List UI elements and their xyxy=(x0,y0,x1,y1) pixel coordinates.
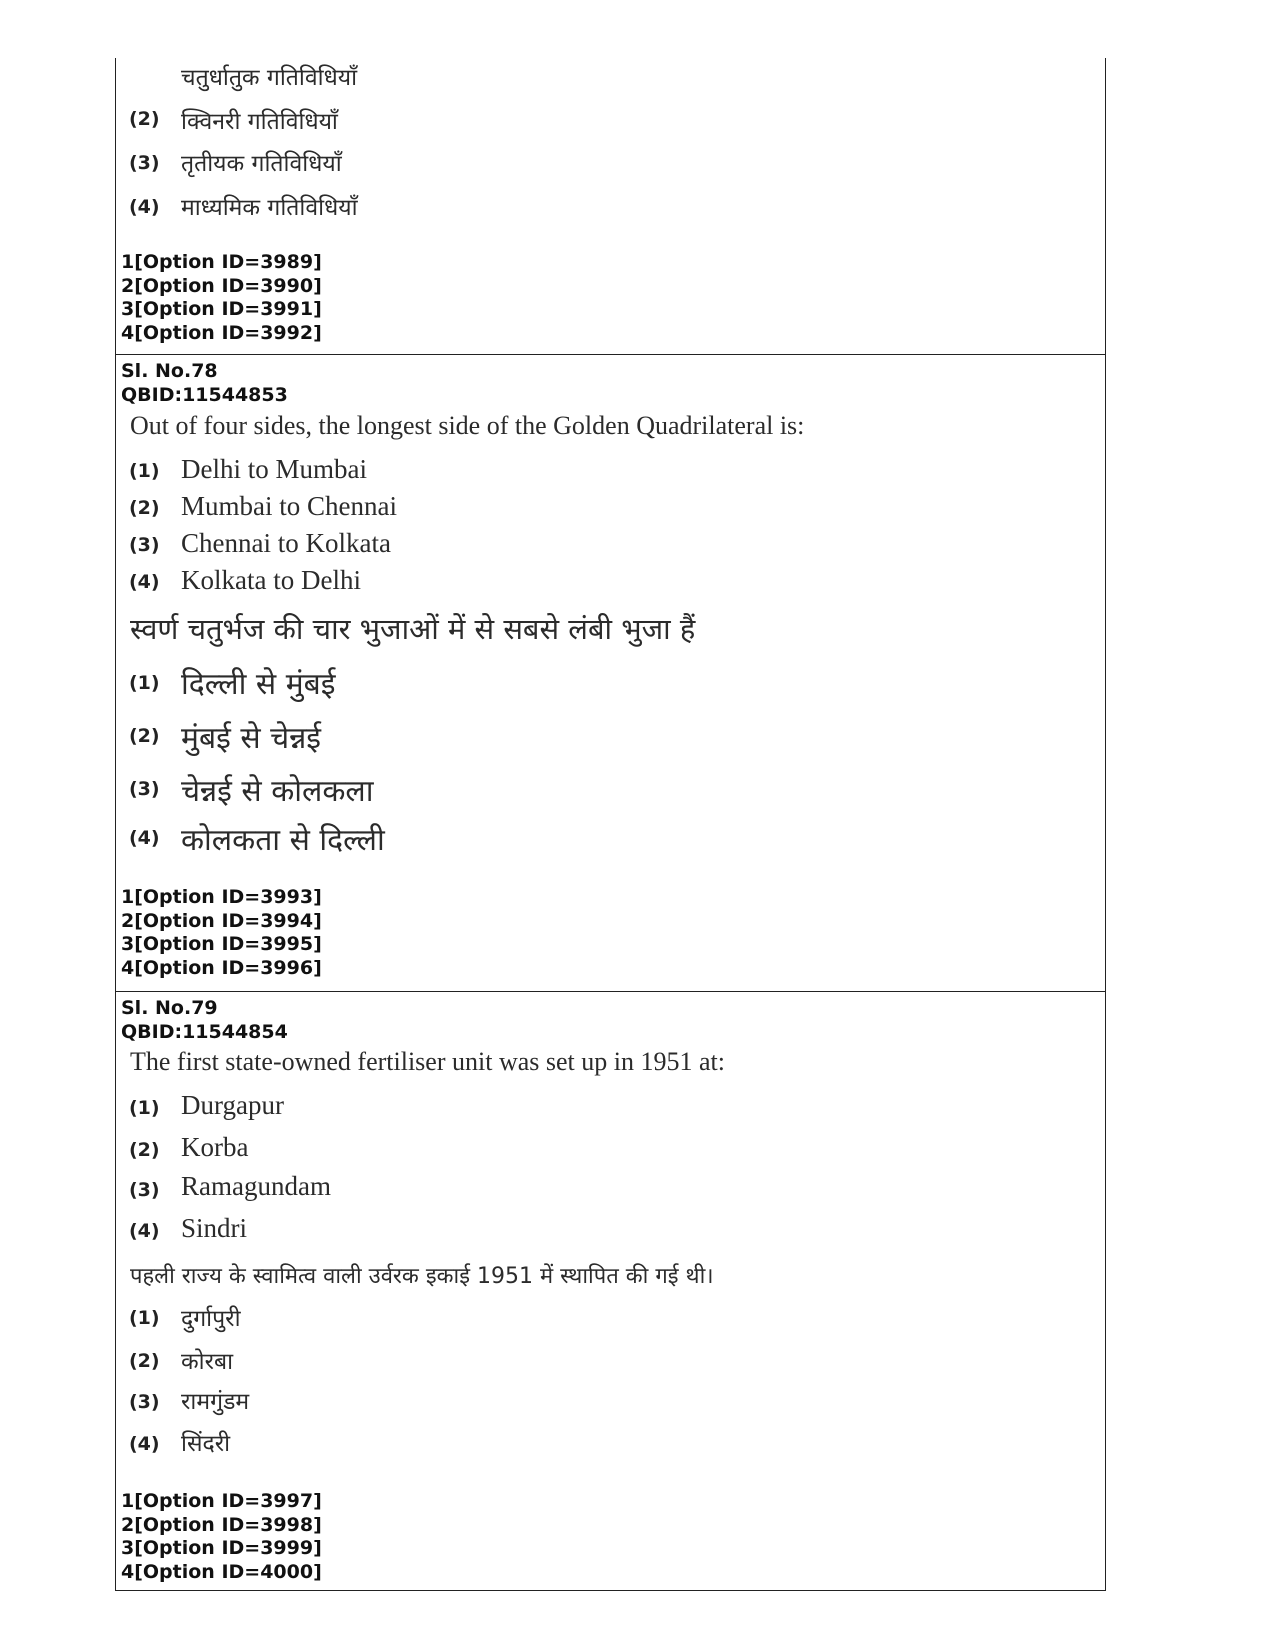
option-id: 3[Option ID=3991] xyxy=(121,298,322,320)
option-id-list xyxy=(121,886,322,980)
option-text-en: Chennai to Kolkata xyxy=(181,528,391,558)
option-id: 1[Option ID=3997] xyxy=(121,1490,322,1512)
question-text-en: Out of four sides, the longest side of the Golden Quadrilateral is: xyxy=(130,411,805,440)
option-number: (1) xyxy=(129,1097,160,1119)
option-number: (2) xyxy=(129,1350,160,1372)
option-text-en: Korba xyxy=(181,1132,249,1162)
option-number: (1) xyxy=(129,460,160,482)
option-number: (1) xyxy=(129,672,160,694)
option-text-en: Durgapur xyxy=(181,1090,284,1120)
option-id: 1[Option ID=3989] xyxy=(121,251,322,273)
option-id: 4[Option ID=3996] xyxy=(121,956,322,979)
option-text-hi: मुंबई से चेन्नई xyxy=(181,721,322,756)
option-id: 3[Option ID=3995] xyxy=(121,933,322,955)
option-id-list xyxy=(121,251,322,345)
option-text-hi: माध्यमिक गतिविधियाँ xyxy=(181,195,358,221)
option-number: (3) xyxy=(129,778,160,800)
option-text-hi: तृतीयक गतिविधियाँ xyxy=(181,151,342,177)
option-number: (2) xyxy=(129,108,160,130)
option-id: 1[Option ID=3993] xyxy=(121,886,322,908)
question-header xyxy=(121,997,288,1044)
option-number: (4) xyxy=(129,827,160,849)
option-number: (4) xyxy=(129,1220,160,1242)
option-number: (2) xyxy=(129,497,160,519)
option-number: (4) xyxy=(129,1433,160,1455)
option-text-hi: दिल्ली से मुंबई xyxy=(181,667,336,702)
option-number: (3) xyxy=(129,152,160,174)
option-id: 2[Option ID=3990] xyxy=(121,274,322,297)
option-text-en: Ramagundam xyxy=(181,1171,331,1201)
option-number: (3) xyxy=(129,534,160,556)
option-id: 3[Option ID=3999] xyxy=(121,1537,322,1559)
option-id-list xyxy=(121,1490,322,1584)
option-1-text-hi: चतुर्धातुक गतिविधियाँ xyxy=(181,65,358,91)
option-id: 2[Option ID=3998] xyxy=(121,1513,322,1536)
option-id: 4[Option ID=3992] xyxy=(121,321,322,344)
question-text-hi: स्वर्ण चतुर्भज की चार भुजाओं में से सबसे लंबी भुजा हैं xyxy=(130,612,696,646)
question-text-hi: पहली राज्य के स्वामित्व वाली उर्वरक इकाई 1951 में स्थापित की गई थी। xyxy=(130,1264,714,1289)
serial-number: Sl. No.78 xyxy=(121,360,218,382)
option-text-hi: चेन्नई से कोलकला xyxy=(181,774,374,809)
option-number: (2) xyxy=(129,1139,160,1161)
option-text-hi: क्विनरी गतिविधियाँ xyxy=(181,109,338,135)
option-text-hi: दुर्गापुरी xyxy=(181,1306,241,1332)
option-text-en: Delhi to Mumbai xyxy=(181,454,367,484)
question-header xyxy=(121,360,288,407)
option-text-hi: कोरबा xyxy=(181,1349,234,1375)
option-number: (4) xyxy=(129,196,160,218)
option-number: (4) xyxy=(129,571,160,593)
option-number: (2) xyxy=(129,725,160,747)
option-number: (1) xyxy=(129,1307,160,1329)
option-text-hi: कोलकता से दिल्ली xyxy=(181,823,385,858)
option-text-hi: रामगुंडम xyxy=(181,1389,250,1415)
qbid: QBID:11544854 xyxy=(121,1020,288,1043)
option-id: 4[Option ID=4000] xyxy=(121,1560,322,1583)
question-text-en: The first state-owned fertiliser unit was set up in 1951 at: xyxy=(130,1047,725,1076)
option-number: (3) xyxy=(129,1179,160,1201)
option-number: (3) xyxy=(129,1391,160,1413)
serial-number: Sl. No.79 xyxy=(121,997,218,1019)
qbid: QBID:11544853 xyxy=(121,383,288,406)
option-text-en: Kolkata to Delhi xyxy=(181,565,361,595)
option-text-hi: सिंदरी xyxy=(181,1431,231,1457)
option-text-en: Sindri xyxy=(181,1213,248,1243)
option-text-en: Mumbai to Chennai xyxy=(181,491,397,521)
option-id: 2[Option ID=3994] xyxy=(121,909,322,932)
